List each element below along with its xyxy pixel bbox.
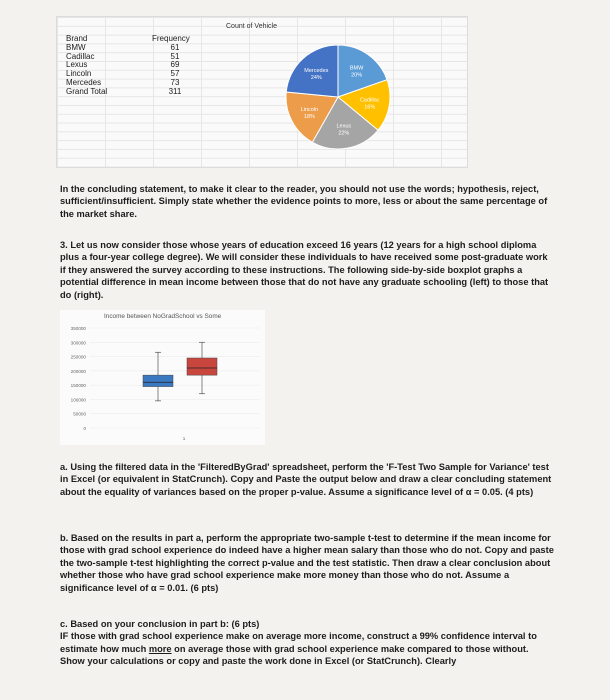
part-c-more: more	[148, 643, 172, 654]
question-3-text: 3. Let us now consider those whose years of education exceed 16 years (12 years for a high school diploma plus a four-year college degree). We will consider these individuals to have received some post-graduate work if they answered the survey according to these instructions. The following side-by-side boxplot graphs a potential difference in mean income between those that do not have any graduate schooling (left) to those that do (right).	[60, 240, 549, 300]
brand-cell: Cadillac	[66, 51, 95, 61]
pie-percent-label: 24%	[310, 75, 322, 82]
boxplot-ytick-label: 350000	[70, 326, 86, 331]
brand-cell: Grand Total	[66, 86, 108, 96]
frequency-cell: 61	[170, 42, 180, 52]
pie-category-label: BMW	[349, 65, 364, 72]
boxplot-ytick-label: 200000	[70, 368, 86, 374]
boxplot-ytick-label: 300000	[70, 340, 86, 346]
boxplot-ytick-label: 0	[83, 426, 86, 431]
frequency-cell: 51	[170, 51, 180, 61]
brand-cell: BMW	[66, 42, 86, 52]
pie-category-label: Cadillac	[359, 97, 380, 104]
pie-category-label: Mercedes	[304, 68, 329, 75]
boxplot-ytick-label: 100000	[70, 397, 86, 403]
boxplot-ytick-label: 50000	[73, 411, 86, 417]
pie-percent-label: 16%	[364, 104, 376, 111]
brand-cell: Mercedes	[66, 77, 102, 87]
boxplot-svg	[60, 310, 265, 445]
pie-category-label: Lexus	[336, 123, 352, 130]
boxplot-box	[143, 375, 173, 386]
brand-header: Brand	[66, 34, 88, 43]
brand-column	[66, 35, 136, 97]
pie-chart-title: Count of Vehicle	[226, 23, 277, 30]
part-c-text	[60, 618, 555, 668]
part-c-body-b: on average those with grad school experience make compared to those without. Show your calculations or copy and paste the work done in Excel (or StatCrunch). Clearly	[60, 643, 529, 667]
frequency-cell: 73	[170, 77, 180, 87]
concluding-statement-note: In the concluding statement, to make it clear to the reader, you should not use the words; hypothesis, reject, sufficient/insufficient. Simply state whether the evidence points to more, less or about the same percentage of the market share.	[60, 184, 548, 219]
frequency-cell: 57	[170, 69, 180, 79]
boxplot-box	[187, 358, 217, 375]
frequency-cell: 311	[168, 86, 182, 96]
pie-percent-label: 18%	[303, 113, 315, 120]
pie-chart	[283, 40, 393, 155]
part-c-body-a: IF those with grad school experience make on average more income, construct a 99% confidence interval to estimate how much	[60, 631, 537, 654]
part-a-text: a. Using the filtered data in the 'FilteredByGrad' spreadsheet, perform the 'F-Test Two Sample for Variance' test in Excel (or equivalent in StatCrunch). Copy and Paste the output below and draw a clear concluding statement about the equality of variances based on the proper p-value. Assume a significance level of α = 0.05. (4 pts)	[60, 462, 552, 497]
frequency-header: Frequency	[152, 34, 190, 43]
boxplot-xtick-label: 1	[182, 436, 186, 441]
pie-category-label: Lincoln	[300, 106, 319, 113]
frequency-cell: 69	[170, 60, 180, 70]
frequency-column	[152, 35, 198, 97]
brand-cell: Lincoln	[66, 69, 92, 79]
pie-percent-label: 22%	[338, 130, 350, 137]
boxplot-title: Income between NoGradSchool vs Some	[104, 313, 222, 320]
part-b-text: b. Based on the results in part a, perform the appropriate two-sample t-test to determine if the mean income for those with grad school experience do indeed have a higher mean salary than those who do not. Copy and paste the two-sample t-test highlighting the correct p-value and the test statistic. Then draw a clear conclusion about whether those who have grad school experience make more money than those who do not. Assume a significance level of α = 0.01. (6 pts)	[60, 533, 554, 593]
brand-cell: Lexus	[66, 60, 88, 70]
part-c-heading: c. Based on your conclusion in part b: (6 pts)	[60, 619, 260, 629]
boxplot-ytick-label: 150000	[70, 383, 86, 389]
boxplot-chart	[60, 310, 265, 445]
boxplot-ytick-label: 250000	[70, 354, 86, 360]
pie-percent-label: 20%	[351, 72, 363, 79]
